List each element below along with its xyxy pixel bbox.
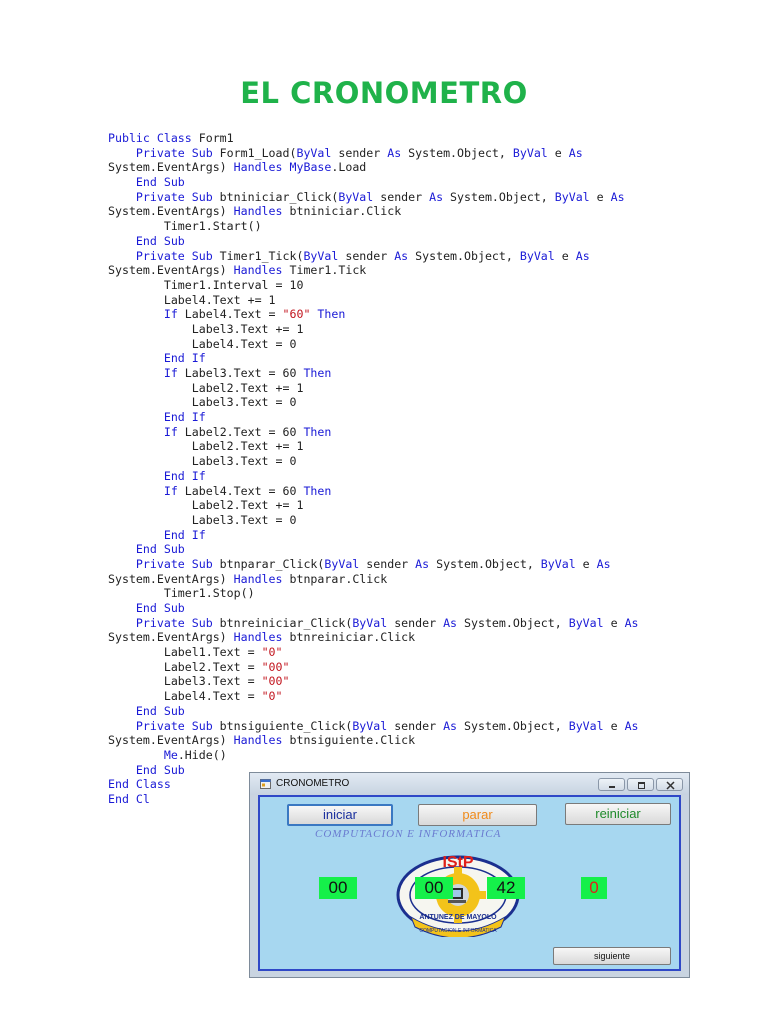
code-token: Handles <box>233 204 283 219</box>
code-token: sender <box>331 145 388 160</box>
code-token <box>108 234 136 248</box>
code-token: Label2.Text += 1 <box>108 439 304 454</box>
code-line <box>108 219 639 234</box>
code-token: Timer1.Interval = 10 <box>108 277 304 292</box>
code-line <box>108 146 639 161</box>
code-token: Handles <box>233 630 283 645</box>
code-line <box>108 528 639 543</box>
code-token: btnreiniciar.Click <box>282 630 416 645</box>
siguiente-button[interactable]: siguiente <box>553 947 671 965</box>
code-token: MyBase <box>289 160 332 175</box>
code-line <box>108 366 639 381</box>
code-token <box>108 425 164 439</box>
code-token: As <box>624 615 639 630</box>
code-token: System.EventArgs) <box>108 160 234 175</box>
code-line <box>108 175 639 190</box>
code-token: btnparar.Click <box>282 571 388 586</box>
code-token: .Load <box>331 160 367 175</box>
code-token: End If <box>163 351 206 366</box>
code-token: Label4.Text = 60 <box>177 483 304 498</box>
code-line <box>108 454 639 469</box>
code-line <box>108 498 639 513</box>
code-line <box>108 674 639 689</box>
code-token: ByVal <box>338 189 374 204</box>
code-token: e <box>589 189 611 204</box>
code-line <box>108 439 639 454</box>
code-token: As <box>624 718 639 733</box>
code-token: Public Class <box>108 131 192 145</box>
code-token: ByVal <box>296 145 332 160</box>
code-token: "0" <box>261 689 283 704</box>
code-token: Then <box>317 307 346 322</box>
code-token <box>108 704 136 718</box>
code-token <box>108 410 164 424</box>
code-token: If <box>163 307 178 322</box>
parar-button[interactable]: parar <box>418 804 537 826</box>
code-token <box>108 469 164 483</box>
code-token: Label2.Text += 1 <box>108 498 304 513</box>
code-token: btniniciar.Click <box>282 204 402 219</box>
code-token: sender <box>387 615 444 630</box>
code-token: btnreiniciar_Click( <box>212 615 353 630</box>
code-token: Label1.Text = <box>108 645 262 660</box>
code-line <box>108 572 639 587</box>
code-token: ByVal <box>352 718 388 733</box>
code-token <box>108 748 164 762</box>
code-token: Timer1.Start() <box>108 219 262 234</box>
code-line <box>108 513 639 528</box>
logo-top-text: IStP <box>442 854 474 871</box>
code-token: Label4.Text = <box>177 307 283 322</box>
code-token: As <box>568 145 583 160</box>
code-line <box>108 234 639 249</box>
code-token: Handles <box>233 571 283 586</box>
code-line <box>108 351 639 366</box>
code-token: If <box>163 483 178 498</box>
code-token: Handles <box>233 263 283 278</box>
code-token: System.EventArgs) <box>108 204 234 219</box>
code-token: ByVal <box>540 556 576 571</box>
code-token: If <box>163 366 178 380</box>
code-token <box>108 557 136 571</box>
code-token <box>108 307 164 321</box>
code-token <box>108 190 136 204</box>
code-line <box>108 616 639 631</box>
code-token: e <box>547 145 569 160</box>
code-token: As <box>387 145 402 160</box>
code-token: End Sub <box>135 542 185 557</box>
code-line <box>108 249 639 264</box>
code-token: sender <box>359 556 416 571</box>
code-line <box>108 263 639 278</box>
code-token: System.EventArgs) <box>108 630 234 645</box>
code-line <box>108 733 639 748</box>
code-token: Label3.Text = <box>108 674 262 689</box>
code-token: As <box>394 248 409 263</box>
window-titlebar[interactable] <box>250 773 689 795</box>
code-token: Handles <box>233 160 283 175</box>
code-token <box>108 542 136 556</box>
code-token: Me <box>163 747 178 762</box>
code-line <box>108 293 639 308</box>
code-token <box>108 528 164 542</box>
code-token: btniniciar_Click( <box>212 189 339 204</box>
code-token: As <box>610 189 625 204</box>
code-token: ByVal <box>303 248 339 263</box>
code-line <box>108 689 639 704</box>
minimize-icon[interactable] <box>598 778 625 791</box>
logo-ring-text: ANTUNEZ DE MAYOLO <box>419 914 497 921</box>
code-line <box>108 630 639 645</box>
code-listing <box>108 131 639 807</box>
code-token: As <box>415 556 430 571</box>
code-token <box>108 616 136 630</box>
code-token: End Sub <box>135 703 185 718</box>
code-line <box>108 278 639 293</box>
code-token: Private Sub <box>135 718 213 733</box>
code-token: System.EventArgs) <box>108 733 234 748</box>
code-token: Private Sub <box>135 189 213 204</box>
code-token: End If <box>163 410 206 425</box>
code-token: btnparar_Click( <box>212 556 325 571</box>
code-token <box>108 146 136 160</box>
code-token: End Cl <box>108 791 150 806</box>
cronometro-window <box>249 772 690 978</box>
code-line <box>108 586 639 601</box>
code-token: As <box>443 718 458 733</box>
banner-text: COMPUTACION E INFORMATICA <box>315 828 502 840</box>
code-token: End Class <box>108 777 171 792</box>
code-token: System.Object, <box>457 718 569 733</box>
code-token <box>108 366 164 380</box>
code-token: System.Object, <box>429 556 541 571</box>
code-token: System.Object, <box>443 189 555 204</box>
code-line <box>108 557 639 572</box>
code-token: Then <box>303 483 332 498</box>
code-token: sender <box>338 248 395 263</box>
code-line <box>108 322 639 337</box>
code-line <box>108 542 639 557</box>
code-token: Label4.Text += 1 <box>108 292 276 307</box>
label3-display: 42 <box>487 877 525 899</box>
window-title: CRONOMETRO <box>276 778 350 789</box>
code-line <box>108 337 639 352</box>
code-token: Label4.Text = 0 <box>108 336 297 351</box>
code-token: System.Object, <box>401 145 513 160</box>
code-token: Private Sub <box>135 145 213 160</box>
code-token: Handles <box>233 733 283 748</box>
code-token: sender <box>373 189 430 204</box>
code-token: "60" <box>282 307 311 322</box>
code-token: End If <box>163 468 206 483</box>
code-token: Then <box>303 366 332 380</box>
code-line <box>108 131 639 146</box>
code-token: As <box>429 189 444 204</box>
iniciar-button[interactable]: iniciar <box>287 804 393 826</box>
code-token: Timer1.Stop() <box>108 586 255 601</box>
code-token: Label2.Text += 1 <box>108 380 304 395</box>
label1-display: 00 <box>319 877 357 899</box>
code-token <box>108 719 136 733</box>
code-token: End If <box>163 527 206 542</box>
page-title: EL CRONOMETRO <box>240 76 528 110</box>
code-line <box>108 395 639 410</box>
code-token: ByVal <box>568 615 604 630</box>
code-token: sender <box>387 718 444 733</box>
code-line <box>108 204 639 219</box>
logo-bottom-text: COMPUTACION E INFORMATICA <box>419 928 497 934</box>
code-token: "0" <box>261 645 283 660</box>
code-token <box>108 484 164 498</box>
code-token: System.EventArgs) <box>108 263 234 278</box>
code-line <box>108 601 639 616</box>
code-token: btnsiguiente_Click( <box>212 718 353 733</box>
code-line <box>108 307 639 322</box>
code-token: Private Sub <box>135 615 213 630</box>
code-token: ByVal <box>519 248 555 263</box>
label4-display: 0 <box>581 877 607 899</box>
code-token: ByVal <box>512 145 548 160</box>
code-token: e <box>575 556 597 571</box>
code-token: As <box>443 615 458 630</box>
code-line <box>108 190 639 205</box>
code-token <box>108 601 136 615</box>
code-token: Then <box>303 424 332 439</box>
code-line <box>108 160 639 175</box>
close-icon[interactable] <box>656 778 683 791</box>
code-token: Timer1.Tick <box>282 263 367 278</box>
code-token: Private Sub <box>135 248 213 263</box>
code-token: .Hide() <box>177 747 227 762</box>
code-token: Form1 <box>191 131 234 145</box>
code-line <box>108 469 639 484</box>
code-token: End Sub <box>135 762 185 777</box>
code-token: Form1_Load( <box>212 145 297 160</box>
code-token: As <box>575 248 590 263</box>
code-token: Timer1_Tick( <box>212 248 304 263</box>
code-token: e <box>554 248 576 263</box>
code-token: Label3.Text = 0 <box>108 454 297 469</box>
code-token: e <box>603 615 625 630</box>
maximize-icon[interactable] <box>627 778 654 791</box>
code-token: System.Object, <box>408 248 520 263</box>
code-token: ByVal <box>568 718 604 733</box>
code-line <box>108 719 639 734</box>
code-token <box>108 249 136 263</box>
code-token: Label2.Text = 60 <box>177 424 304 439</box>
code-token: End Sub <box>135 601 185 615</box>
code-token: Private Sub <box>135 556 213 571</box>
code-token: "00" <box>261 659 290 674</box>
code-token: Label3.Text = 60 <box>177 366 304 380</box>
code-token: Label4.Text = <box>108 689 262 704</box>
code-line <box>108 410 639 425</box>
code-token: Label3.Text = 0 <box>108 512 297 527</box>
code-token: btnsiguiente.Click <box>282 733 416 748</box>
code-token: e <box>603 718 625 733</box>
form-app-icon <box>260 779 271 789</box>
code-token <box>108 175 136 189</box>
code-token: ByVal <box>554 189 590 204</box>
code-line <box>108 704 639 719</box>
code-token: System.Object, <box>457 615 569 630</box>
code-token: ByVal <box>352 615 388 630</box>
code-line <box>108 645 639 660</box>
reiniciar-button[interactable]: reiniciar <box>565 803 671 825</box>
code-line <box>108 660 639 675</box>
code-token: ByVal <box>324 556 360 571</box>
code-token: As <box>596 556 611 571</box>
form-client-area <box>258 795 681 971</box>
code-token: Label3.Text += 1 <box>108 321 304 336</box>
code-token <box>283 160 290 174</box>
code-token: "00" <box>261 674 290 689</box>
code-line <box>108 381 639 396</box>
label2-display: 00 <box>415 877 453 899</box>
code-line <box>108 484 639 499</box>
code-token: If <box>163 424 178 439</box>
code-token: System.EventArgs) <box>108 571 234 586</box>
code-line <box>108 748 639 763</box>
code-line <box>108 425 639 440</box>
code-token: Label3.Text = 0 <box>108 395 297 410</box>
code-token: Label2.Text = <box>108 659 262 674</box>
code-token <box>108 763 136 777</box>
code-token: End Sub <box>135 175 185 190</box>
code-token: End Sub <box>135 233 185 248</box>
code-token <box>108 351 164 365</box>
